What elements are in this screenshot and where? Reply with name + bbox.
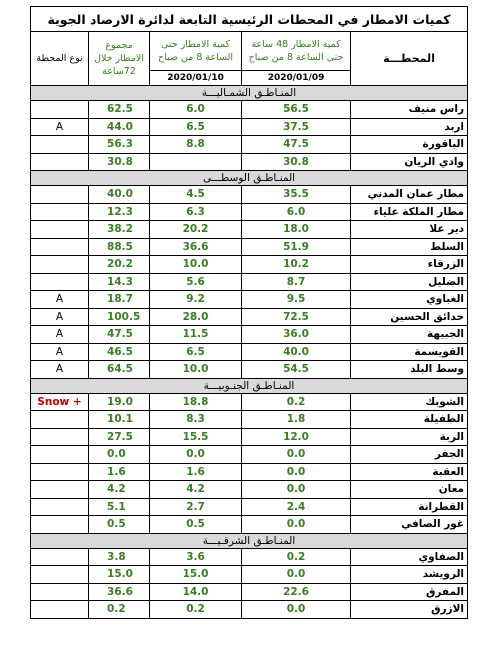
rain-48h-value: 9.5 [242, 291, 351, 309]
total-72h-value: 0.2 [89, 601, 150, 619]
table-row [31, 566, 468, 584]
station-name: وسط البلد [351, 361, 468, 379]
total-72h-value: 36.6 [89, 583, 150, 601]
station-name: السلط [351, 238, 468, 256]
station-name: الغباوي [351, 291, 468, 309]
rainfall-table [30, 6, 468, 619]
table-row [31, 516, 468, 534]
rain-48h-value: 0.0 [242, 516, 351, 534]
rain-48h-value: 40.0 [242, 343, 351, 361]
table-row [31, 361, 468, 379]
table-row [31, 343, 468, 361]
rain-8am-value: 6.5 [150, 343, 242, 361]
rain-48h-value: 0.0 [242, 566, 351, 584]
region-row [31, 378, 468, 393]
total-72h-value: 12.3 [89, 203, 150, 221]
station-type [31, 428, 89, 446]
rain-48h-value: 47.5 [242, 136, 351, 154]
table-row [31, 428, 468, 446]
total-72h-value: 3.8 [89, 548, 150, 566]
station-name: الرويشد [351, 566, 468, 584]
station-name: وادي الريان [351, 153, 468, 171]
rain-8am-value: 9.2 [150, 291, 242, 309]
total-72h-value: 18.7 [89, 291, 150, 309]
rain-48h-value: 0.0 [242, 481, 351, 499]
rain-48h-value: 6.0 [242, 203, 351, 221]
station-name: الشوبك [351, 393, 468, 411]
rain-8am-value: 4.5 [150, 186, 242, 204]
region-name: المنـاطـق الشمـاليـــة [31, 86, 468, 101]
rain-48h-value: 72.5 [242, 308, 351, 326]
station-type [31, 498, 89, 516]
station-name: الباقورة [351, 136, 468, 154]
table-row [31, 153, 468, 171]
station-name: اربد [351, 118, 468, 136]
total-72h-value: 27.5 [89, 428, 150, 446]
rain-48h-value: 35.5 [242, 186, 351, 204]
station-type [31, 463, 89, 481]
station-type [31, 548, 89, 566]
table-row [31, 308, 468, 326]
region-row [31, 171, 468, 186]
rain-8am-value: 14.0 [150, 583, 242, 601]
station-type [31, 238, 89, 256]
rain-48h-value: 10.2 [242, 256, 351, 274]
rain-8am-value: 6.5 [150, 118, 242, 136]
rain-48h-value: 56.5 [242, 101, 351, 119]
total-72h-value: 100.5 [89, 308, 150, 326]
total-72h-value: 0.0 [89, 446, 150, 464]
total-72h-value: 14.3 [89, 273, 150, 291]
station-name: الجبيهة [351, 326, 468, 344]
rain-8am-value: 0.0 [150, 446, 242, 464]
station-type [31, 411, 89, 429]
station-type [31, 186, 89, 204]
station-type [31, 583, 89, 601]
station-type [31, 446, 89, 464]
rain-8am-value: 6.3 [150, 203, 242, 221]
table-row [31, 583, 468, 601]
header-total-72h: مجموع الامطار خلال 72ساعة [89, 32, 150, 86]
table-row [31, 463, 468, 481]
header-rain-8am: كمية الامطار حتى الساعة 8 من صباح [150, 32, 242, 71]
rain-8am-value: 8.8 [150, 136, 242, 154]
region-name: المنـاطـق الوسطـــى [31, 171, 468, 186]
table-row [31, 548, 468, 566]
rain-8am-value: 10.0 [150, 256, 242, 274]
region-row [31, 533, 468, 548]
station-type: A [31, 326, 89, 344]
total-72h-value: 15.0 [89, 566, 150, 584]
rain-48h-value: 0.0 [242, 601, 351, 619]
station-type [31, 566, 89, 584]
region-row [31, 86, 468, 101]
rain-48h-value: 2.4 [242, 498, 351, 516]
total-72h-value: 46.5 [89, 343, 150, 361]
station-type: A [31, 291, 89, 309]
rain-48h-value: 0.2 [242, 548, 351, 566]
total-72h-value: 20.2 [89, 256, 150, 274]
total-72h-value: 30.8 [89, 153, 150, 171]
rain-48h-value: 22.6 [242, 583, 351, 601]
station-name: الجفر [351, 446, 468, 464]
station-type: A [31, 308, 89, 326]
rain-48h-value: 0.0 [242, 446, 351, 464]
station-name: العقبة [351, 463, 468, 481]
rain-48h-value: 18.0 [242, 221, 351, 239]
station-type [31, 136, 89, 154]
total-72h-value: 44.0 [89, 118, 150, 136]
station-name: غور الصافي [351, 516, 468, 534]
total-72h-value: 47.5 [89, 326, 150, 344]
table-row [31, 118, 468, 136]
station-name: المفرق [351, 583, 468, 601]
station-name: الصفاوي [351, 548, 468, 566]
table-row [31, 498, 468, 516]
table-body [31, 86, 468, 619]
station-name: الزرقاء [351, 256, 468, 274]
total-72h-value: 4.2 [89, 481, 150, 499]
table-row [31, 446, 468, 464]
rain-8am-value: 6.0 [150, 101, 242, 119]
station-type [31, 481, 89, 499]
station-type [31, 153, 89, 171]
rain-8am-value: 0.2 [150, 601, 242, 619]
header-date-1: 2020/01/09 [242, 71, 351, 86]
rain-8am-value: 10.0 [150, 361, 242, 379]
station-name: القويسمة [351, 343, 468, 361]
table-row [31, 238, 468, 256]
station-name: دير علا [351, 221, 468, 239]
station-name: مطار الملكة علياء [351, 203, 468, 221]
rain-8am-value: 11.5 [150, 326, 242, 344]
rain-8am-value: 15.0 [150, 566, 242, 584]
total-72h-value: 5.1 [89, 498, 150, 516]
table-row [31, 186, 468, 204]
total-72h-value: 19.0 [89, 393, 150, 411]
station-type: A [31, 118, 89, 136]
station-name: الضليل [351, 273, 468, 291]
total-72h-value: 40.0 [89, 186, 150, 204]
station-name: مطار عمان المدني [351, 186, 468, 204]
rain-8am-value: 0.5 [150, 516, 242, 534]
station-type: A [31, 361, 89, 379]
header-station: المحطـــة [351, 32, 468, 86]
total-72h-value: 88.5 [89, 238, 150, 256]
table-row [31, 101, 468, 119]
rain-48h-value: 51.9 [242, 238, 351, 256]
header-date-2: 2020/01/10 [150, 71, 242, 86]
station-name: الازرق [351, 601, 468, 619]
rain-8am-value: 1.6 [150, 463, 242, 481]
station-type [31, 256, 89, 274]
table-title: كميات الامطار في المحطات الرئيسية التابعة لدائرة الارصاد الجوية [31, 7, 468, 32]
rain-8am-value: 36.6 [150, 238, 242, 256]
total-72h-value: 62.5 [89, 101, 150, 119]
station-type [31, 101, 89, 119]
table-row [31, 393, 468, 411]
rain-48h-value: 37.5 [242, 118, 351, 136]
rain-8am-value: 3.6 [150, 548, 242, 566]
station-type [31, 203, 89, 221]
station-name: الطفيلة [351, 411, 468, 429]
station-type [31, 221, 89, 239]
rain-8am-value: 8.3 [150, 411, 242, 429]
rain-8am-value: 2.7 [150, 498, 242, 516]
rain-48h-value: 8.7 [242, 273, 351, 291]
rain-8am-value: 4.2 [150, 481, 242, 499]
table-row [31, 273, 468, 291]
header-rain-48h: كمية الامطار 48 ساعة حتى الساعة 8 من صباح [242, 32, 351, 71]
table-row [31, 291, 468, 309]
station-type [31, 273, 89, 291]
region-name: المنـاطـق الجنـوبيـــة [31, 378, 468, 393]
header-station-type: نوع المحطة [31, 32, 89, 86]
table-row [31, 136, 468, 154]
rain-48h-value: 36.0 [242, 326, 351, 344]
station-name: راس منيف [351, 101, 468, 119]
rain-48h-value: 12.0 [242, 428, 351, 446]
rain-8am-value [150, 153, 242, 171]
rain-48h-value: 0.2 [242, 393, 351, 411]
rain-48h-value: 1.8 [242, 411, 351, 429]
rain-8am-value: 15.5 [150, 428, 242, 446]
station-type: A [31, 343, 89, 361]
station-name: الربة [351, 428, 468, 446]
station-type [31, 516, 89, 534]
total-72h-value: 1.6 [89, 463, 150, 481]
station-type: + Snow [31, 393, 89, 411]
rain-8am-value: 28.0 [150, 308, 242, 326]
total-72h-value: 56.3 [89, 136, 150, 154]
total-72h-value: 64.5 [89, 361, 150, 379]
total-72h-value: 38.2 [89, 221, 150, 239]
table-row [31, 481, 468, 499]
station-name: حدائق الحسين [351, 308, 468, 326]
region-name: المنـاطـق الشرقـيـــة [31, 533, 468, 548]
table-row [31, 221, 468, 239]
table-row [31, 203, 468, 221]
station-name: معان [351, 481, 468, 499]
rain-8am-value: 5.6 [150, 273, 242, 291]
rain-48h-value: 30.8 [242, 153, 351, 171]
table-row [31, 326, 468, 344]
table-row [31, 256, 468, 274]
station-type [31, 601, 89, 619]
total-72h-value: 10.1 [89, 411, 150, 429]
rain-8am-value: 20.2 [150, 221, 242, 239]
station-name: القطرانة [351, 498, 468, 516]
table-row [31, 601, 468, 619]
rain-8am-value: 18.8 [150, 393, 242, 411]
rain-48h-value: 0.0 [242, 463, 351, 481]
table-row [31, 411, 468, 429]
rain-48h-value: 54.5 [242, 361, 351, 379]
total-72h-value: 0.5 [89, 516, 150, 534]
